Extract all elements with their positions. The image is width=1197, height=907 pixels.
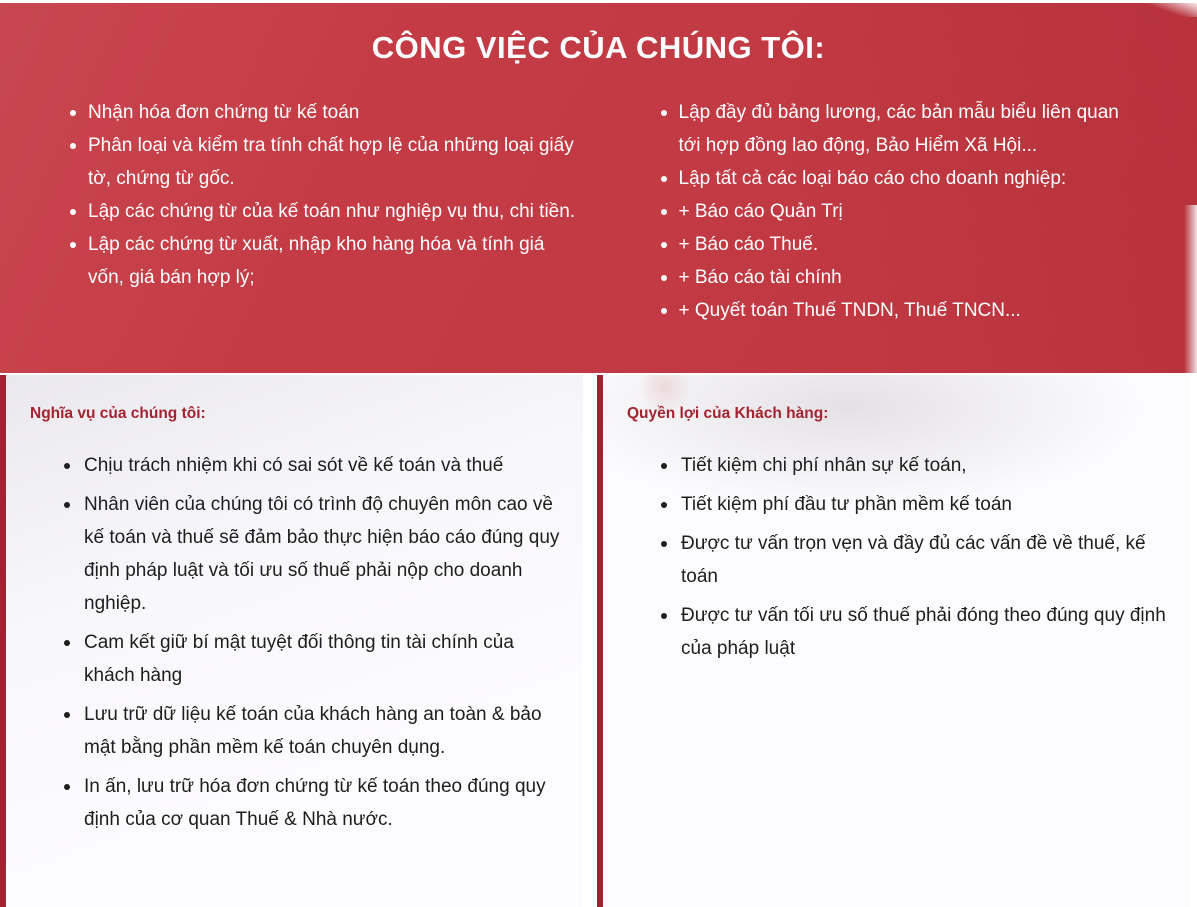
our-work-section — [0, 3, 1197, 373]
benefits-card — [597, 375, 1189, 907]
our-work-columns — [0, 96, 1197, 327]
list-item: Lập tất cả các loại báo cáo cho doanh nghiệp: — [655, 162, 1134, 195]
list-item: Tiết kiệm chi phí nhân sự kế toán, — [655, 449, 1171, 482]
list-item: Cam kết giữ bí mật tuyệt đối thông tin tài chính của khách hàng — [58, 626, 565, 692]
list-item: Phân loại và kiểm tra tính chất hợp lệ của những loại giấy tờ, chứng từ gốc. — [64, 129, 585, 195]
list-item: Được tư vấn tối ưu số thuế phải đóng theo đúng quy định của pháp luật — [655, 599, 1171, 665]
benefits-list — [655, 449, 1171, 665]
our-work-list-right — [655, 96, 1134, 327]
list-item: Nhận hóa đơn chứng từ kế toán — [64, 96, 585, 129]
benefits-card-heading: Quyền lợi của Khách hàng: — [627, 405, 829, 422]
obligations-list — [58, 449, 565, 836]
list-item: Tiết kiệm phí đầu tư phần mềm kế toán — [655, 488, 1171, 521]
section-title: CÔNG VIỆC CỦA CHÚNG TÔI: — [371, 30, 826, 65]
list-item: Lưu trữ dữ liệu kế toán của khách hàng an toàn & bảo mật bằng phần mềm kế toán chuyên dụng. — [58, 698, 565, 764]
list-item: Lập các chứng từ xuất, nhập kho hàng hóa và tính giá vốn, giá bán hợp lý; — [64, 228, 585, 294]
our-work-column-left — [64, 96, 599, 327]
list-item: + Quyết toán Thuế TNDN, Thuế TNCN... — [655, 294, 1134, 327]
list-item: Lập đầy đủ bảng lương, các bản mẫu biểu liên quan tới hợp đồng lao động, Bảo Hiểm Xã Hội... — [655, 96, 1134, 162]
list-item: + Báo cáo Quản Trị — [655, 195, 1134, 228]
list-item: Chịu trách nhiệm khi có sai sót về kế toán và thuế — [58, 449, 565, 482]
list-item: Nhân viên của chúng tôi có trình độ chuyên môn cao về kế toán và thuế sẽ đảm bảo thực hiện báo cáo đúng quy định pháp luật và tối ưu số thuế phải nộp cho doanh nghiệp. — [58, 488, 565, 620]
list-item: + Báo cáo tài chính — [655, 261, 1134, 294]
info-cards-row — [0, 375, 1197, 907]
obligations-card-heading: Nghĩa vụ của chúng tôi: — [30, 405, 206, 422]
list-item: + Báo cáo Thuế. — [655, 228, 1134, 261]
obligations-card — [0, 375, 583, 907]
list-item: Được tư vấn trọn vẹn và đầy đủ các vấn đề về thuế, kế toán — [655, 527, 1171, 593]
our-work-list-left — [64, 96, 585, 294]
list-item: In ấn, lưu trữ hóa đơn chứng từ kế toán theo đúng quy định của cơ quan Thuế & Nhà nước. — [58, 770, 565, 836]
list-item: Lập các chứng từ của kế toán như nghiệp vụ thu, chi tiền. — [64, 195, 585, 228]
our-work-column-right — [599, 96, 1134, 327]
